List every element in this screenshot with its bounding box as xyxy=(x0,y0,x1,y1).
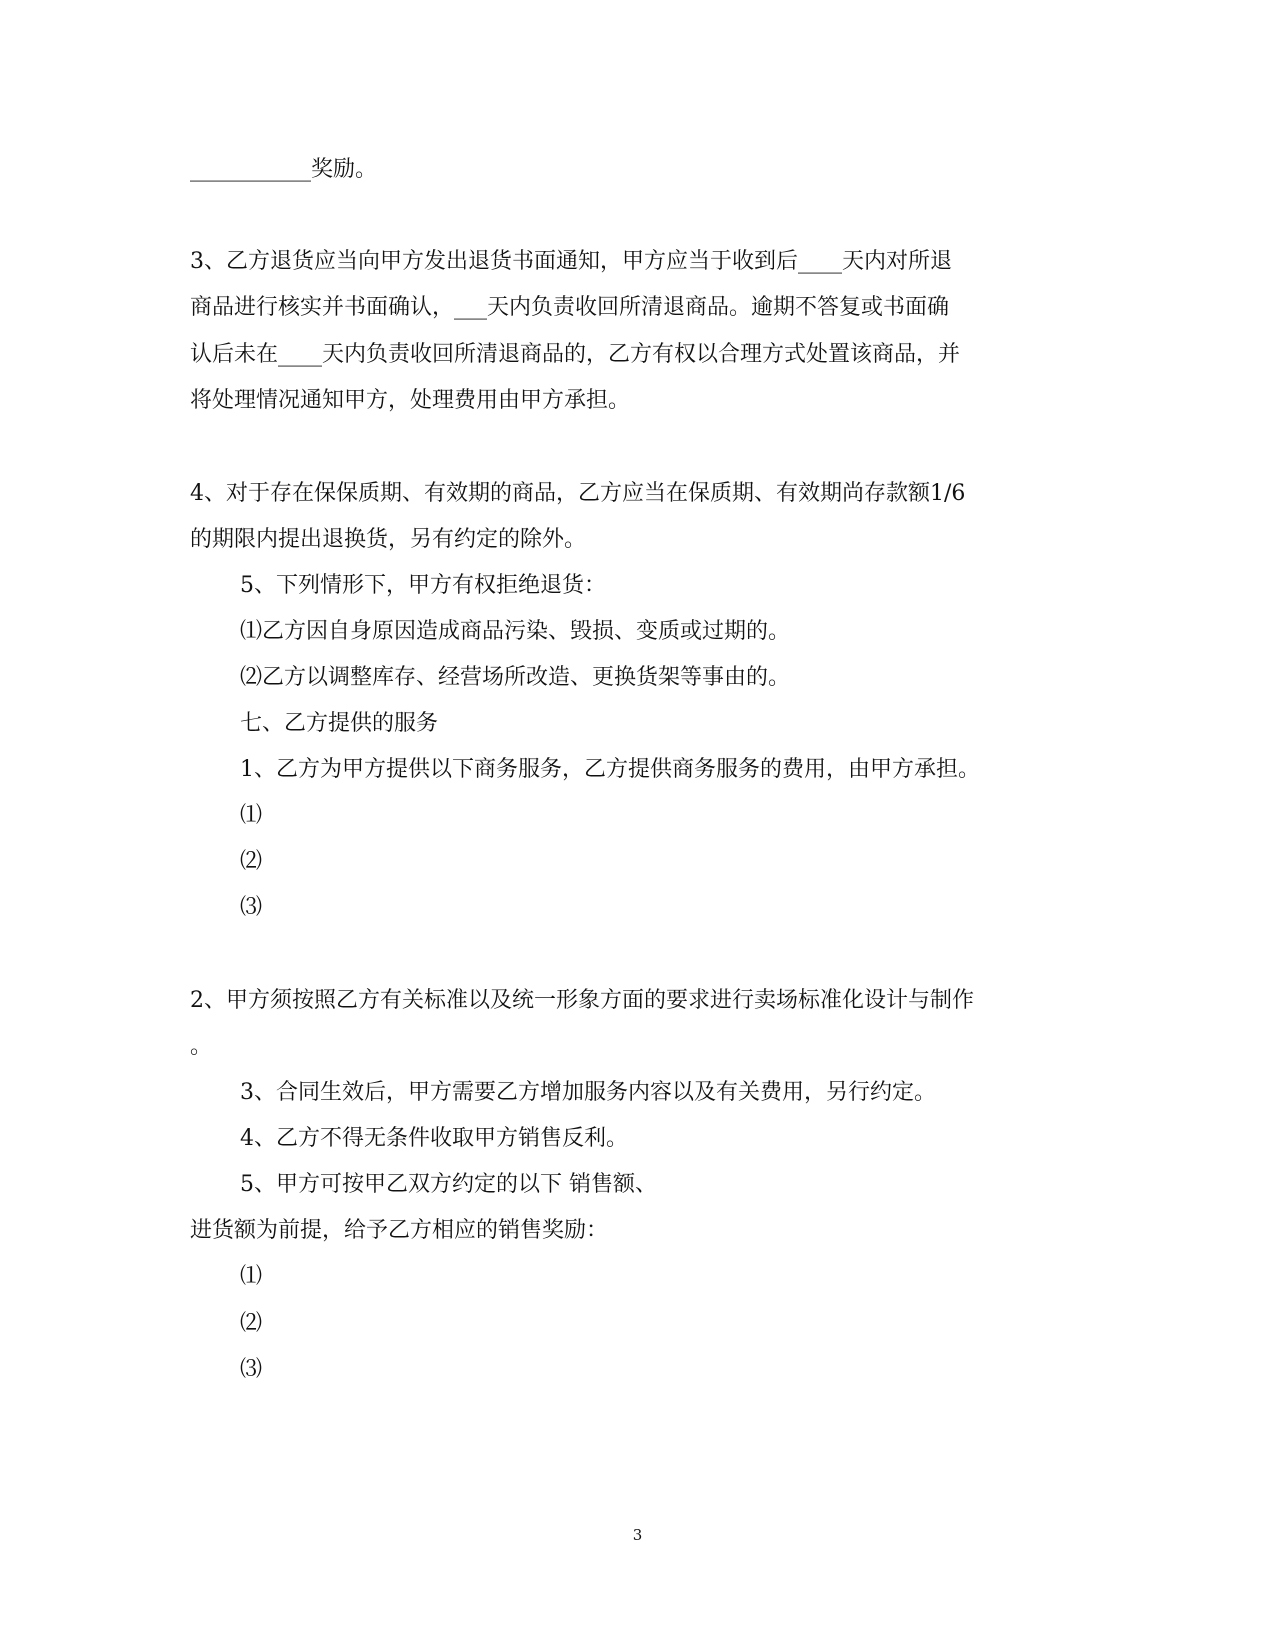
paragraph-line: 认后未在____天内负责收回所清退商品的，乙方有权以合理方式处置该商品，并 xyxy=(190,342,961,367)
paragraph-line: 5、甲方可按甲乙双方约定的以下 销售额、 xyxy=(240,1172,657,1197)
paragraph-line: 商品进行核实并书面确认，___天内负责收回所清退商品。逾期不答复或书面确 xyxy=(190,295,950,320)
list-item: ⑴乙方因自身原因造成商品污染、毁损、变质或过期的。 xyxy=(240,619,791,644)
list-item: ⑵ xyxy=(240,1311,263,1336)
list-item: ⑵乙方以调整库存、经营场所改造、更换货架等事由的。 xyxy=(240,665,791,690)
paragraph-line: 1、乙方为甲方提供以下商务服务，乙方提供商务服务的费用，由甲方承担。 xyxy=(240,757,980,782)
paragraph-line: 3、合同生效后，甲方需要乙方增加服务内容以及有关费用，另行约定。 xyxy=(240,1080,936,1105)
paragraph-line: ___________奖励。 xyxy=(190,157,378,182)
paragraph-line: 的期限内提出退换货，另有约定的除外。 xyxy=(190,527,587,552)
paragraph-line: 4、乙方不得无条件收取甲方销售反利。 xyxy=(240,1126,628,1151)
list-item: ⑵ xyxy=(240,849,263,874)
list-item: ⑴ xyxy=(240,803,263,828)
list-item: ⑶ xyxy=(240,1357,263,1382)
paragraph-line: 进货额为前提，给予乙方相应的销售奖励： xyxy=(190,1218,609,1243)
paragraph-line: 2、甲方须按照乙方有关标准以及统一形象方面的要求进行卖场标准化设计与制作 xyxy=(190,988,974,1013)
section-heading: 七、乙方提供的服务 xyxy=(240,711,439,736)
list-item: ⑶ xyxy=(240,895,263,920)
paragraph-line: 5、下列情形下，甲方有权拒绝退货： xyxy=(240,573,606,598)
list-item: ⑴ xyxy=(240,1264,263,1289)
page-number: 3 xyxy=(632,1526,643,1544)
paragraph-line: 将处理情况通知甲方，处理费用由甲方承担。 xyxy=(190,388,631,413)
paragraph-line: 。 xyxy=(190,1034,213,1059)
paragraph-line: 4、对于存在保保质期、有效期的商品，乙方应当在保质期、有效期尚存款额1/6 xyxy=(190,481,966,506)
paragraph-line: 3、乙方退货应当向甲方发出退货书面通知，甲方应当于收到后____天内对所退 xyxy=(190,249,952,274)
